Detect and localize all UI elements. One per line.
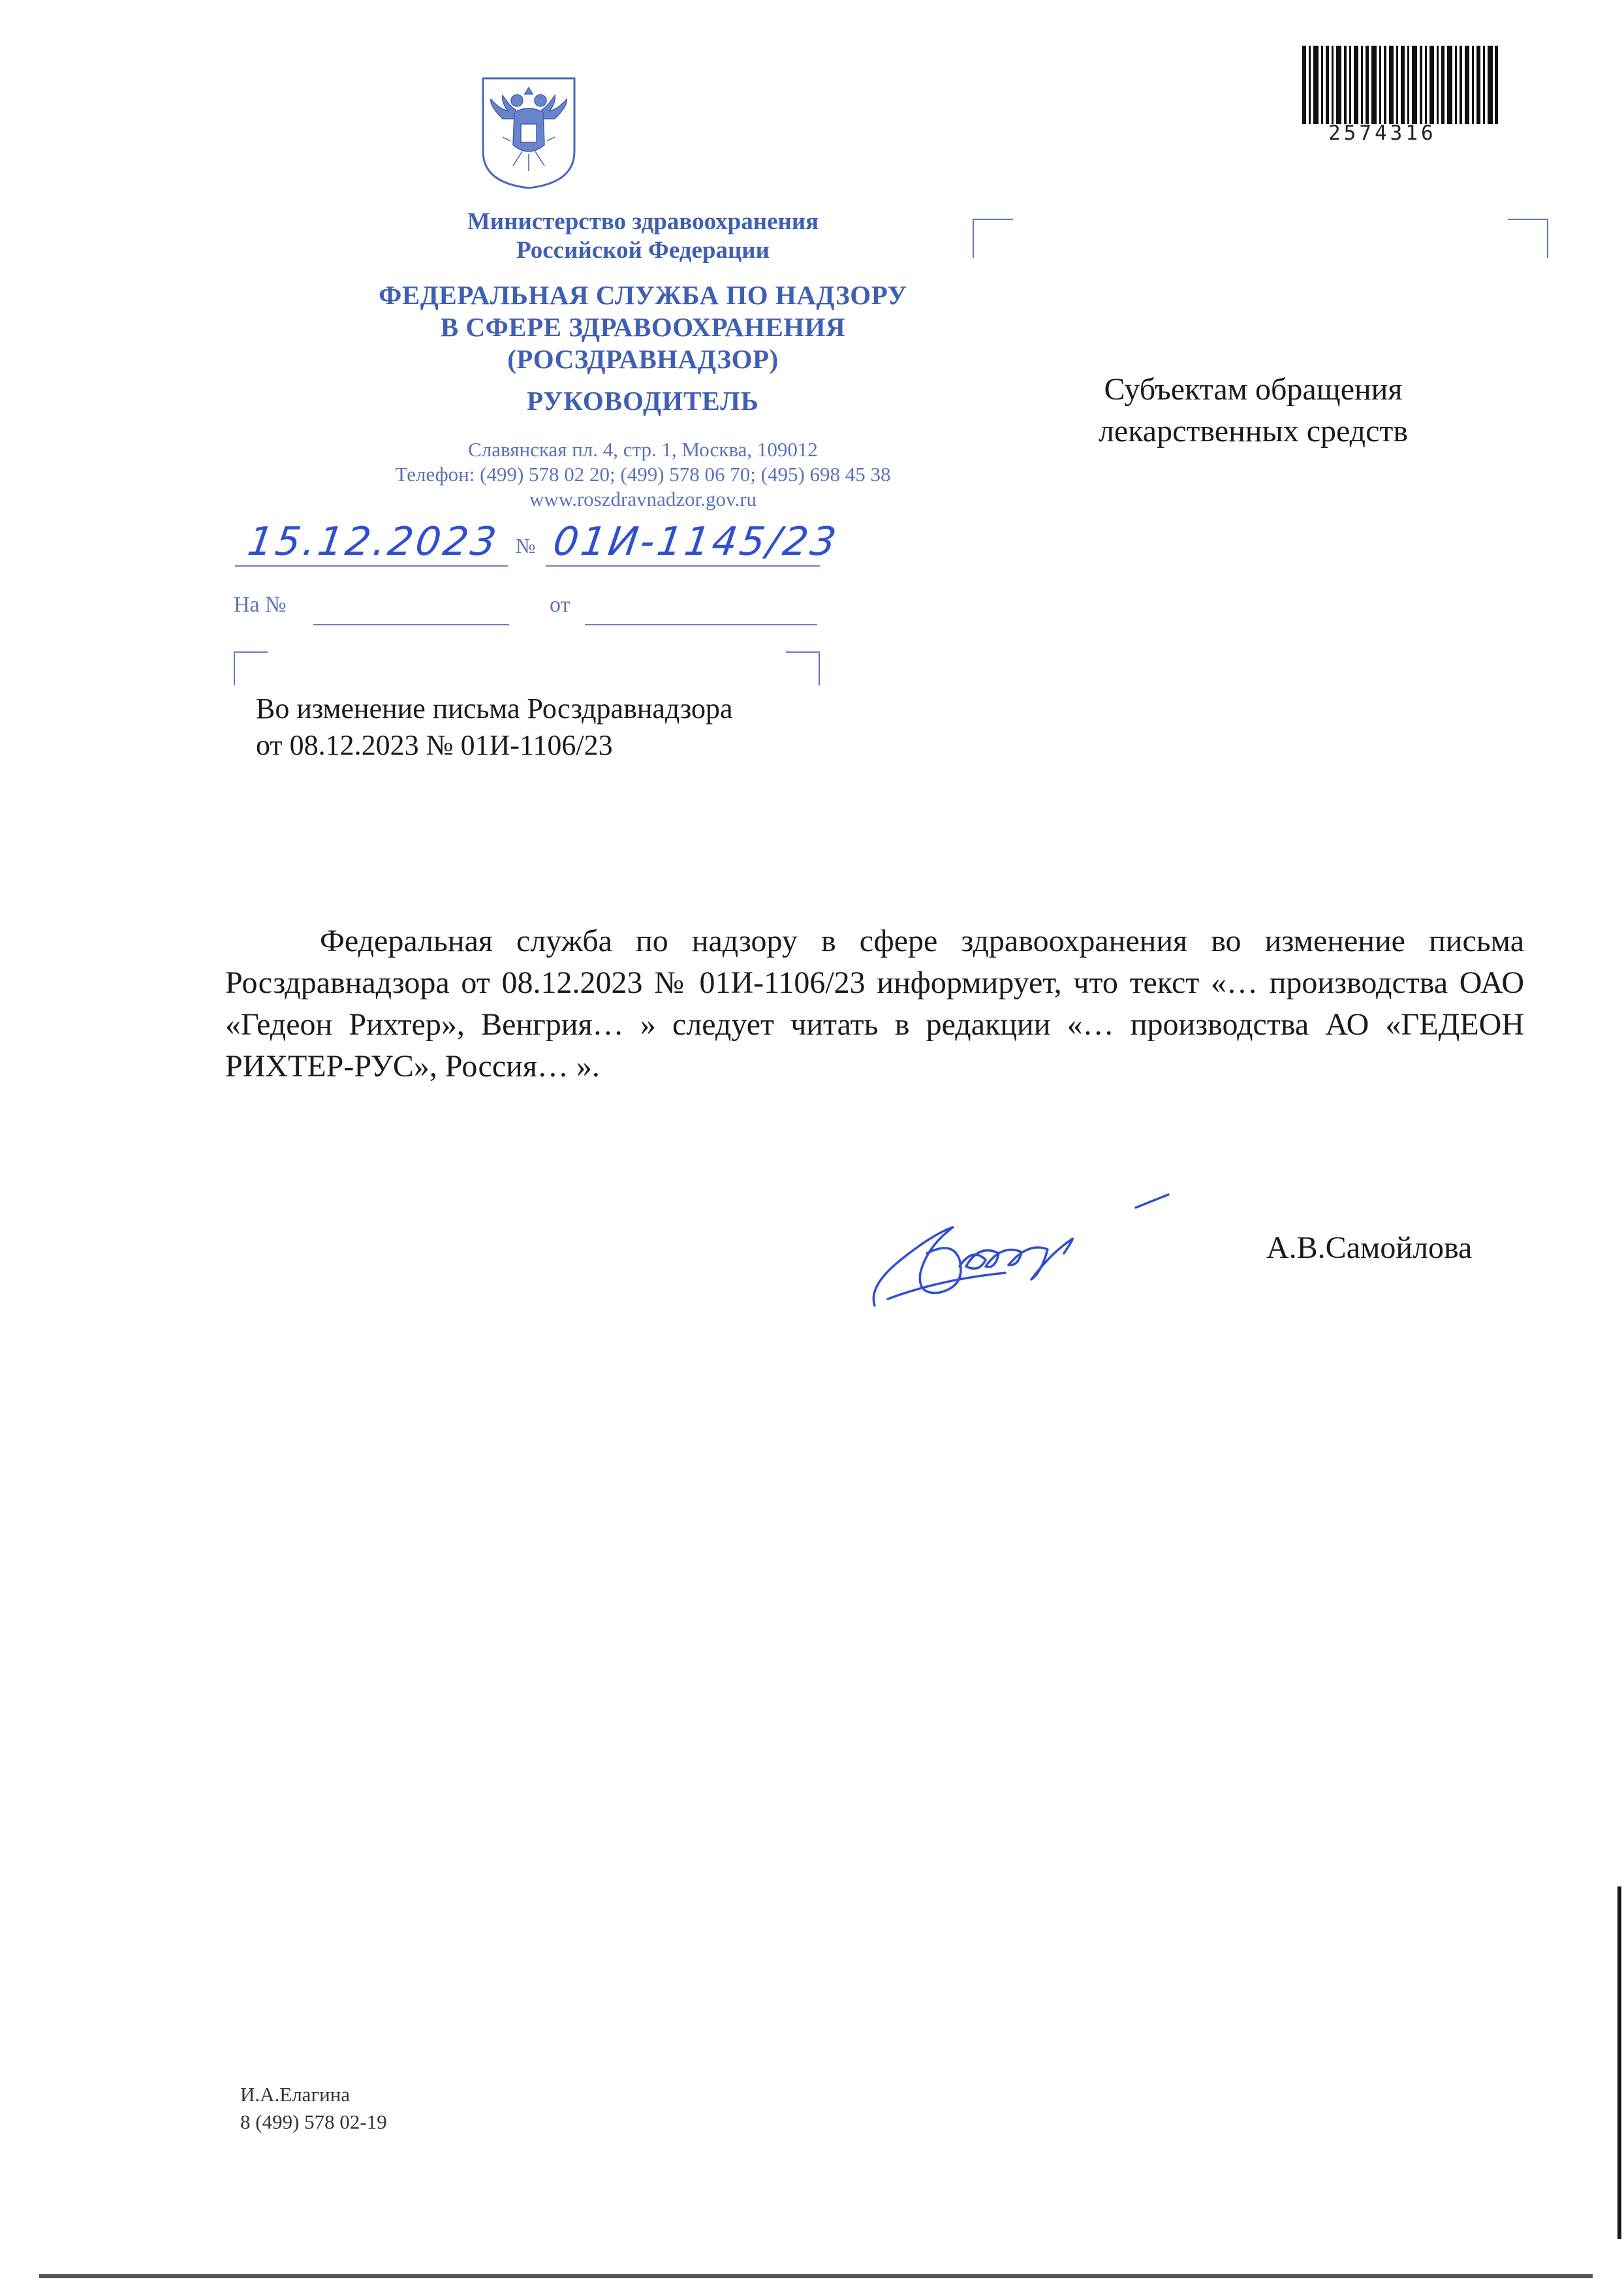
position-title: РУКОВОДИТЕЛЬ <box>527 386 759 416</box>
ministry-line-2: Российской Федерации <box>516 237 770 264</box>
subject-bracket-left <box>234 651 268 685</box>
executor-name: И.А.Елагина <box>240 2083 351 2106</box>
service-line-3: (РОСЗДРАВНАДЗОР) <box>507 344 779 374</box>
handwritten-signature <box>862 1181 1214 1319</box>
from-line <box>585 624 817 625</box>
service-line-1: ФЕДЕРАЛЬНАЯ СЛУЖБА ПО НАДЗОРУ <box>379 280 907 310</box>
reference-label: На № <box>234 593 287 617</box>
contact-block <box>222 437 1064 512</box>
executor-block <box>240 2081 387 2136</box>
ministry-line-1: Министерство здравоохранения <box>467 208 819 235</box>
ministry-name <box>222 208 1064 265</box>
website: www.roszdravnadzor.gov.ru <box>529 488 757 510</box>
barcode <box>1302 46 1498 124</box>
signatory-name: А.В.Самойлова <box>1266 1230 1473 1265</box>
executor-phone: 8 (499) 578 02-19 <box>240 2110 387 2133</box>
letter-body: Федеральная служба по надзору в сфере здравоохранения во изменение письма Росздравнадзора от 08.12.2023 № 01И-1106/23 информирует, что текст «… производства ОАО «Гедеон Рихтер», Венгрия… » следует читать в редакции «… производства АО «ГЕДЕОН РИХТЕР-РУС», Россия… ». <box>225 924 1524 1084</box>
subject-line-1: Во изменение письма Росздравнадзора <box>256 693 733 725</box>
number-sign: № <box>516 534 536 557</box>
scan-edge-right <box>1617 1886 1621 2239</box>
from-label: от <box>550 593 570 617</box>
subject-bracket-right <box>786 651 820 685</box>
handwritten-date: 15.12.2023 <box>245 519 502 565</box>
barcode-number: 2574316 <box>1328 121 1437 145</box>
recipient-bracket-left <box>973 219 1013 258</box>
scan-edge-bottom <box>39 2274 1593 2278</box>
reference-line <box>313 624 509 625</box>
coat-of-arms-emblem <box>476 73 581 191</box>
recipient-block <box>1044 369 1462 452</box>
subject-line-2: от 08.12.2023 № 01И-1106/23 <box>256 729 613 761</box>
service-name <box>222 279 1064 375</box>
recipient-bracket-right <box>1508 219 1548 258</box>
recipient-line-1: Субъектам обращения <box>1104 372 1403 407</box>
address: Славянская пл. 4, стр. 1, Москва, 109012 <box>468 438 818 461</box>
service-line-2: В СФЕРЕ ЗДРАВООХРАНЕНИЯ <box>440 312 846 342</box>
phones: Телефон: (499) 578 02 20; (499) 578 06 70; (495) 698 45 38 <box>395 463 891 486</box>
recipient-line-2: лекарственных средств <box>1098 414 1409 448</box>
handwritten-number: 01И-1145/23 <box>550 519 842 565</box>
subject-block <box>256 691 843 764</box>
